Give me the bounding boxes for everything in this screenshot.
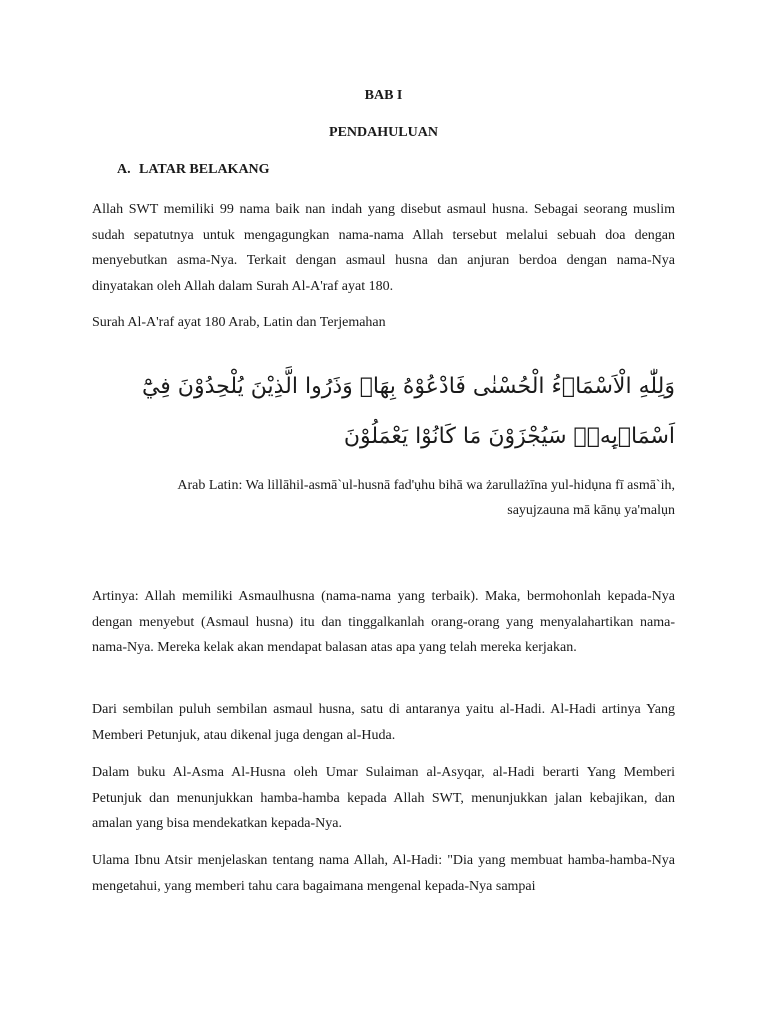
section-heading [117,162,270,178]
arabic-verse: وَلِلّٰهِ الْاَسْمَاۤءُ الْحُسْنٰى فَادْعُوْهُ بِهَاۖ وَذَرُوا الَّذِيْنَ يُلْحِدُوْنَ فِيْٓ اَسْمَاۤىِٕهٖۗ سَيُجْزَوْنَ مَا كَانُوْا يَعْمَلُوْنَ [141,374,675,449]
document-page [92,0,675,1024]
latin-transliteration: Arab Latin: Wa lillāhil-asmā`ul-husnā fad'ụhu bihā wa żarullażīna yul-hidụna fī asmā`ih, sayujzauna mā kānụ ya'malụn [177,478,675,518]
paragraph-al-hadi: Dari sembilan puluh sembilan asmaul husna, satu di antaranya yaitu al-Hadi. Al-Hadi artinya Yang Memberi Petunjuk, atau dikenal juga dengan al-Huda. [92,702,675,743]
chapter-heading: BAB I [364,88,403,103]
chapter-title: PENDAHULUAN [329,125,438,140]
paragraph-translation: Artinya: Allah memiliki Asmaulhusna (nama-nama yang terbaik). Maka, bermohonlah kepada-Nya dengan menyebut (Asmaul husna) itu dan tinggalkanlah orang-orang yang menyalahartikan nama-nama-Nya. Mereka kelak akan mendapat balasan atas apa yang telah mereka kerjakan. [92,589,675,655]
paragraph-intro: Allah SWT memiliki 99 nama baik nan indah yang disebut asmaul husna. Sebagai seorang muslim sudah sepatutnya untuk mengagungkan nama-nama Allah tersebut melalui sebuah doa dengan menyebutkan asma-Nya. Terkait dengan asmaul husna dan anjuran berdoa dengan nama-Nya dinyatakan oleh Allah dalam Surah Al-A'raf ayat 180. [92,202,675,294]
paragraph-ibnu-atsir: Ulama Ibnu Atsir menjelaskan tentang nama Allah, Al-Hadi: "Dia yang membuat hamba-hamba-Nya mengetahui, yang memberi tahu cara bagaimana mengenal kepada-Nya sampai [92,853,675,894]
paragraph-asyqar: Dalam buku Al-Asma Al-Husna oleh Umar Sulaiman al-Asyqar, al-Hadi berarti Yang Memberi Petunjuk dan menunjukkan hamba-hamba kepada Allah SWT, menunjukkan jalan kebajikan, dan amalan yang bisa mendekatkan kepada-Nya. [92,765,675,831]
section-title: LATAR BELAKANG [139,162,270,177]
section-number: A. [117,162,131,177]
paragraph-surah-caption: Surah Al-A'raf ayat 180 Arab, Latin dan Terjemahan [92,315,386,330]
